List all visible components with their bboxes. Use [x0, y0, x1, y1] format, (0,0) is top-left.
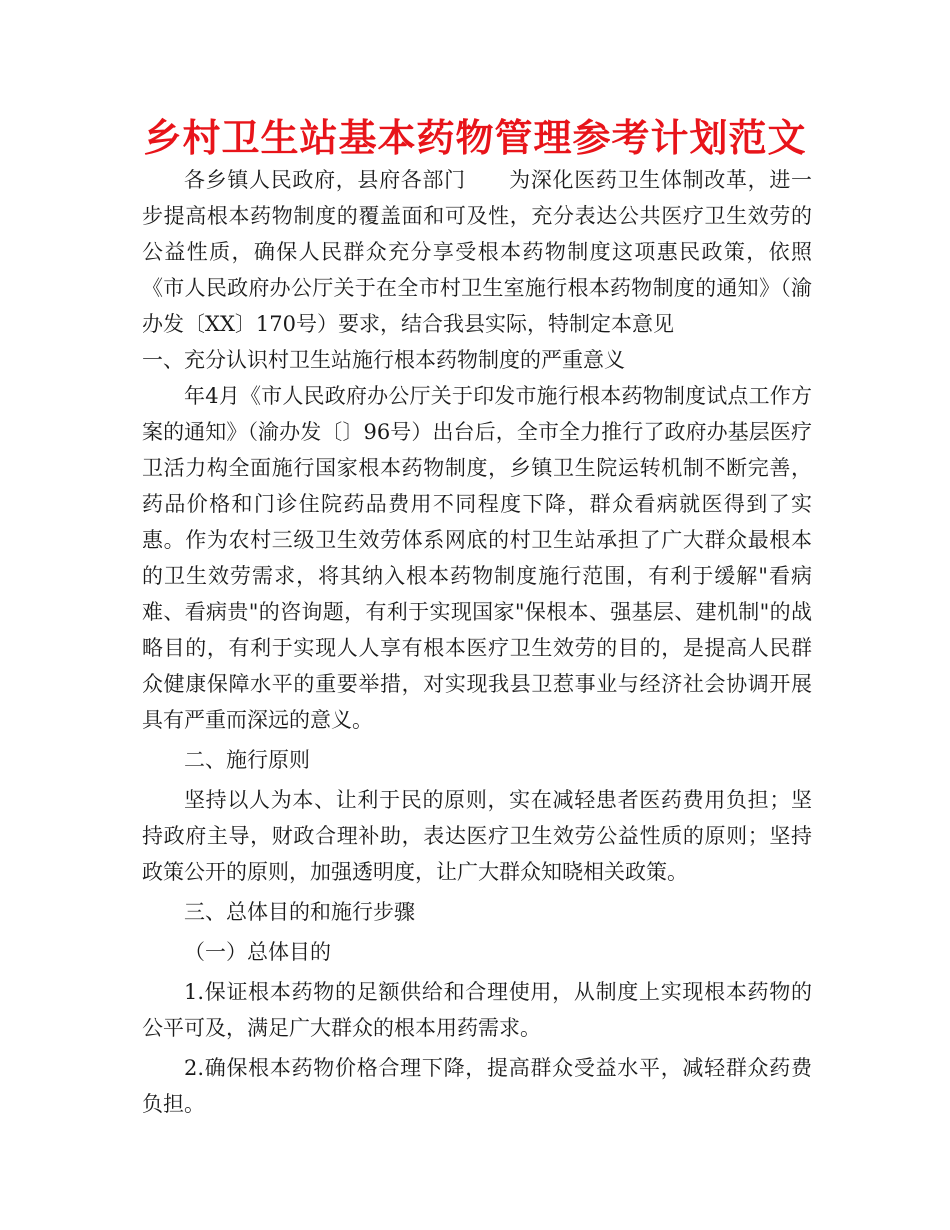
paragraph-significance: 年4月《市人民政府办公厅关于印发市施行根本药物制度试点工作方案的通知》（渝办发〔〕96号）出台后，全市全力推行了政府办基层医疗卫活力构全面施行国家根本药物制度，乡镇卫生院运转机制不断完善，药品价格和门诊住院药品费用不同程度下降，群众看病就医得到了实惠。作为农村三级卫生效劳体系网底的村卫生站承担了广大群众最根本的卫生效劳需求，将其纳入根本药物制度施行范围，有利于缓解"看病难、看病贵"的咨询题，有利于实现国家"保根本、强基层、建机制"的战略目的，有利于实现人人享有根本医疗卫生效劳的目的，是提高人民群众健康保障水平的重要举措，对实现我县卫惹事业与经济社会协调开展具有严重而深远的意义。 [142, 384, 812, 732]
subsection-heading-1: （一）总体目的 [184, 940, 331, 964]
list-item-goal-1: 1.保证根本药物的足额供给和合理使用，从制度上实现根本药物的公平可及，满足广大群众的根本用药需求。 [142, 980, 812, 1040]
paragraph-principles: 坚持以人为本、让利于民的原则，实在减轻患者医药费用负担；坚持政府主导，财政合理补助，表达医疗卫生效劳公益性质的原则；坚持政策公开的原则，加强透明度，让广大群众知晓相关政策。 [142, 788, 812, 884]
document-body [142, 162, 812, 1122]
list-item-goal-2: 2.确保根本药物价格合理下降，提高群众受益水平，减轻群众药费负担。 [142, 1056, 812, 1116]
section-heading-1: 一、充分认识村卫生站施行根本药物制度的严重意义 [142, 348, 625, 372]
paragraph-intro: 各乡镇人民政府，县府各部门 为深化医药卫生体制改革，进一步提高根本药物制度的覆盖面和可及性，充分表达公共医疗卫生效劳的公益性质，确保人民群众充分享受根本药物制度这项惠民政策，依照《市人民政府办公厅关于在全市村卫生室施行根本药物制度的通知》（渝办发〔XX〕170号）要求，结合我县实际，特制定本意见 [142, 168, 812, 336]
document-title: 乡村卫生站基本药物管理参考计划范文 [143, 116, 807, 160]
section-heading-2: 二、施行原则 [184, 748, 310, 772]
section-heading-3: 三、总体目的和施行步骤 [184, 900, 415, 924]
